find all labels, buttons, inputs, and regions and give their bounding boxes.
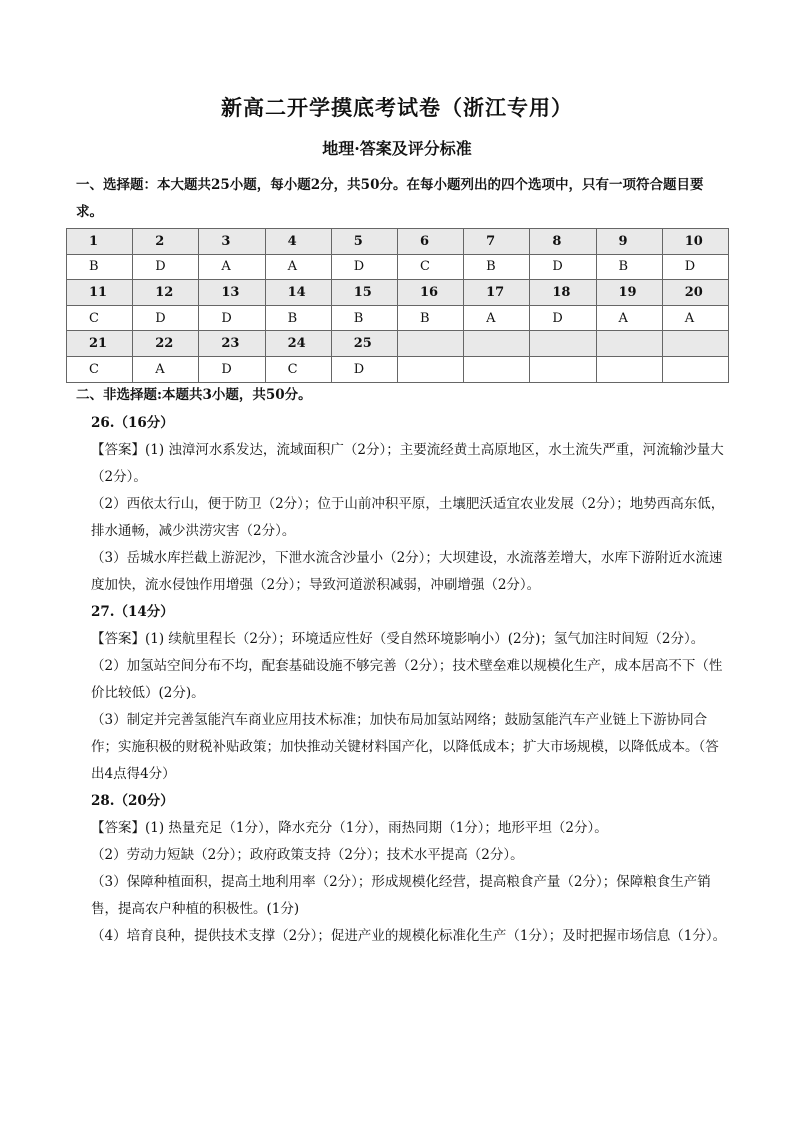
table-row-answers-1	[67, 254, 729, 280]
empty-cell	[397, 356, 463, 382]
answer-cell: B	[331, 305, 397, 331]
table-row-numbers-3	[67, 331, 729, 357]
question-number: 9	[596, 229, 662, 255]
question-number: 18	[530, 280, 596, 306]
question-number: 2	[133, 229, 199, 255]
empty-cell	[662, 356, 728, 382]
question-26-answer-3: （3）岳城水库拦截上游泥沙，下泄水流含沙量小（2分）；大坝建设，水流落差增大，水库下游附近水流速度加快，流水侵蚀作用增强（2分）；导致河道淤积减弱，冲刷增强（2分）。	[91, 550, 723, 593]
question-28-heading: 28.（20分）	[91, 793, 174, 809]
question-27-answer-3: （3）制定并完善氢能汽车商业应用技术标准；加快布局加氢站网络；鼓励氢能汽车产业链上下游协同合作；实施积极的财税补贴政策；加快推动关键材料国产化，以降低成本；扩大市场规模，以降低成本。（答出4点得4分）	[91, 712, 719, 782]
answer-cell: D	[530, 305, 596, 331]
answer-cell: C	[67, 305, 133, 331]
answer-cell: A	[464, 305, 530, 331]
empty-cell	[662, 331, 728, 357]
answers-body	[91, 410, 731, 950]
question-27-answer-1: 【答案】(1) 续航里程长（2分）；环境适应性好（受自然环境影响小）(2分)；氢气加注时间短（2分）。	[91, 631, 705, 647]
question-number: 24	[265, 331, 331, 357]
question-number: 23	[199, 331, 265, 357]
answer-cell: D	[331, 254, 397, 280]
question-28-answer-4: （4）培育良种，提供技术支撑（2分）；促进产业的规模化标准化生产（1分）；及时把握市场信息（1分）。	[91, 928, 727, 944]
question-number: 1	[67, 229, 133, 255]
question-number: 6	[397, 229, 463, 255]
answer-cell: D	[199, 305, 265, 331]
question-number: 14	[265, 280, 331, 306]
table-row-answers-2	[67, 305, 729, 331]
empty-cell	[464, 331, 530, 357]
question-27-heading: 27.（14分）	[91, 604, 174, 620]
empty-cell	[530, 331, 596, 357]
question-number: 17	[464, 280, 530, 306]
answer-cell: D	[133, 254, 199, 280]
answer-cell: D	[133, 305, 199, 331]
question-27-answer-2: （2）加氢站空间分布不均，配套基础设施不够完善（2分）；技术壁垒难以规模化生产，成本居高不下（性价比较低）(2分)。	[91, 658, 723, 701]
answer-cell: A	[199, 254, 265, 280]
answer-cell: C	[265, 356, 331, 382]
answer-cell: A	[596, 305, 662, 331]
question-number: 5	[331, 229, 397, 255]
question-number: 3	[199, 229, 265, 255]
answer-cell: D	[662, 254, 728, 280]
section1-heading: 一、选择题：本大题共25小题，每小题2分，共50分。在每小题列出的四个选项中，只有一项符合题目要求。	[76, 177, 704, 220]
answer-cell: B	[67, 254, 133, 280]
answer-cell: D	[331, 356, 397, 382]
answer-cell: B	[265, 305, 331, 331]
question-number: 13	[199, 280, 265, 306]
empty-cell	[596, 356, 662, 382]
question-28-answer-3: （3）保障种植面积，提高土地利用率（2分）；形成规模化经营，提高粮食产量（2分）；保障粮食生产销售，提高农户种植的积极性。(1分)	[91, 874, 711, 917]
question-number: 4	[265, 229, 331, 255]
table-row-numbers-1	[67, 229, 729, 255]
empty-cell	[530, 356, 596, 382]
page-title: 新高二开学摸底考试卷（浙江专用）	[221, 95, 573, 120]
empty-cell	[397, 331, 463, 357]
question-number: 15	[331, 280, 397, 306]
question-number: 11	[67, 280, 133, 306]
empty-cell	[596, 331, 662, 357]
answer-cell: A	[133, 356, 199, 382]
question-number: 7	[464, 229, 530, 255]
answer-cell: B	[464, 254, 530, 280]
question-26-answer-2: （2）西依太行山，便于防卫（2分）；位于山前冲积平原，土壤肥沃适宜农业发展（2分）；地势西高东低，排水通畅，减少洪涝灾害（2分）。	[91, 496, 725, 539]
empty-cell	[464, 356, 530, 382]
question-number: 25	[331, 331, 397, 357]
question-28-answer-2: （2）劳动力短缺（2分）；政府政策支持（2分）；技术水平提高（2分）。	[91, 847, 524, 863]
question-number: 16	[397, 280, 463, 306]
question-number: 12	[133, 280, 199, 306]
answer-cell: C	[397, 254, 463, 280]
answer-cell: D	[199, 356, 265, 382]
answer-cell: A	[265, 254, 331, 280]
answer-table	[66, 228, 729, 383]
answer-cell: D	[530, 254, 596, 280]
question-number: 19	[596, 280, 662, 306]
question-26-heading: 26.（16分）	[91, 415, 174, 431]
table-row-answers-3	[67, 356, 729, 382]
question-number: 8	[530, 229, 596, 255]
answer-cell: B	[397, 305, 463, 331]
section2-heading: 二、非选择题:本题共3小题，共50分。	[76, 387, 312, 403]
table-row-numbers-2	[67, 280, 729, 306]
question-28-answer-1: 【答案】(1) 热量充足（1分），降水充分（1分），雨热同期（1分）；地形平坦（2分）。	[91, 820, 608, 836]
question-number: 21	[67, 331, 133, 357]
question-26-answer-1: 【答案】(1) 浊漳河水系发达，流域面积广（2分）；主要流经黄土高原地区，水土流失严重，河流输沙量大（2分）。	[91, 442, 724, 485]
question-number: 10	[662, 229, 728, 255]
answer-cell: A	[662, 305, 728, 331]
question-number: 20	[662, 280, 728, 306]
question-number: 22	[133, 331, 199, 357]
answer-cell: C	[67, 356, 133, 382]
page-subtitle: 地理·答案及评分标准	[322, 139, 472, 158]
answer-cell: B	[596, 254, 662, 280]
